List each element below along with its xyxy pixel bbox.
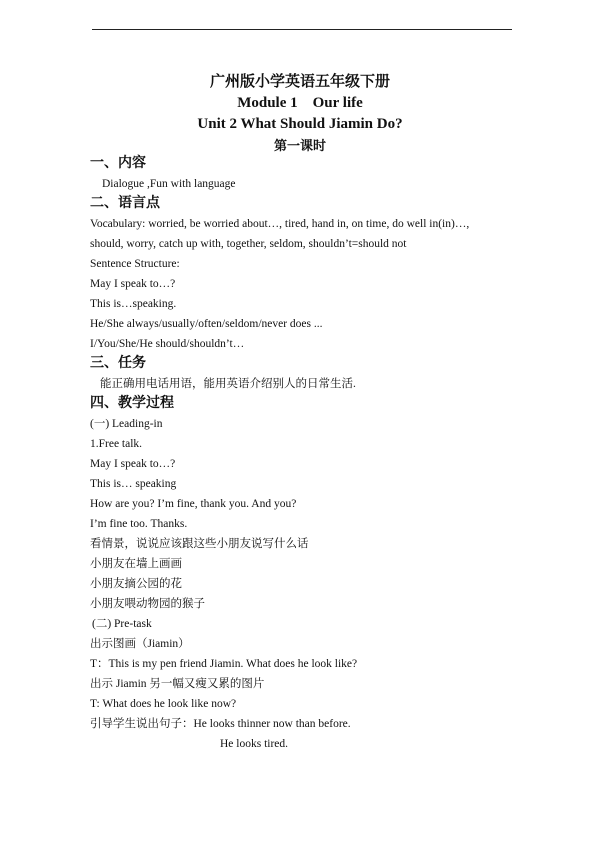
process-line: T: What does he look like now? bbox=[90, 698, 237, 710]
vocabulary-line: Vocabulary: worried, be worried about…, tired, hand in, on time, do well in(in)…, bbox=[90, 218, 470, 230]
content-line: Dialogue ,Fun with language bbox=[102, 178, 236, 190]
structure-line: This is…speaking. bbox=[90, 298, 177, 310]
process-line: How are you? I’m fine, thank you. And you? bbox=[90, 498, 297, 510]
process-line: 小朋友在墙上画画 bbox=[90, 558, 182, 570]
structure-label: Sentence Structure: bbox=[90, 258, 180, 270]
process-line: 出示 Jiamin 另一幅又瘦又累的图片 bbox=[90, 678, 265, 690]
section-heading-content: 一、内容 bbox=[90, 156, 146, 171]
section-heading-teaching-process: 四、教学过程 bbox=[90, 396, 174, 411]
process-line: 小朋友喂动物园的猴子 bbox=[90, 598, 205, 610]
process-line: 出示图画（Jiamin） bbox=[90, 638, 190, 650]
structure-line: May I speak to…? bbox=[90, 278, 176, 290]
process-line: 引导学生说出句子：He looks thinner now than before. bbox=[90, 718, 351, 730]
book-title: 广州版小学英语五年级下册 bbox=[209, 74, 390, 90]
section-heading-task: 三、任务 bbox=[90, 356, 146, 371]
process-line: He looks tired. bbox=[220, 738, 289, 750]
structure-line: I/You/She/He should/shouldn’t… bbox=[90, 338, 245, 350]
process-line: 小朋友摘公园的花 bbox=[90, 578, 182, 590]
process-line: (一) Leading-in bbox=[90, 418, 163, 430]
structure-line: He/She always/usually/often/seldom/never does ... bbox=[90, 318, 323, 330]
process-line: May I speak to…? bbox=[90, 458, 176, 470]
module-title: Module 1 Our life bbox=[237, 95, 363, 111]
title-block bbox=[0, 72, 600, 156]
task-line: 能正确用电话用语，能用英语介绍别人的日常生活. bbox=[100, 378, 356, 390]
header-rule bbox=[92, 29, 512, 30]
section-heading-language-points: 二、语言点 bbox=[90, 196, 160, 211]
process-line: T：This is my pen friend Jiamin. What does he look like? bbox=[90, 658, 358, 670]
document-body bbox=[90, 154, 520, 754]
process-line: (二) Pre-task bbox=[92, 618, 152, 630]
unit-title: Unit 2 What Should Jiamin Do? bbox=[197, 116, 403, 132]
vocabulary-line: should, worry, catch up with, together, seldom, shouldn’t=should not bbox=[90, 238, 407, 250]
process-line: 看情景，说说应该跟这些小朋友说写什么话 bbox=[90, 538, 309, 550]
process-line: 1.Free talk. bbox=[90, 438, 143, 450]
lesson-title: 第一课时 bbox=[273, 138, 326, 153]
process-line: I’m fine too. Thanks. bbox=[90, 518, 188, 530]
process-line: This is… speaking bbox=[90, 478, 177, 490]
